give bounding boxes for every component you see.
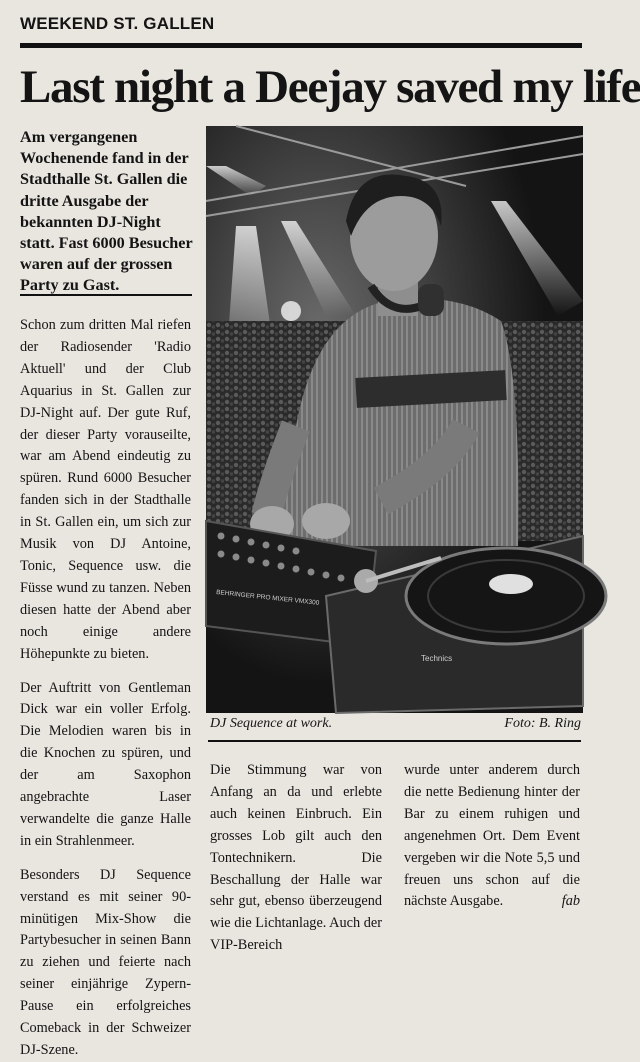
lead-divider	[20, 294, 192, 296]
article-column-3	[404, 760, 580, 913]
spotlight	[281, 301, 301, 321]
body-paragraph: Besonders DJ Sequence verstand es mit seiner 90-minütigen Mix-Show die Partybesucher in seinen Bann zu ziehen und feierte nach seiner einjährige Zypern-Pause ein erfolgreiches Comeback in der Schweizer DJ-Szene.	[20, 866, 191, 1058]
section-label: WEEKEND ST. GALLEN	[20, 14, 215, 33]
headline: Last night a Deejay saved my life	[20, 61, 640, 113]
photo-caption: DJ Sequence at work.	[210, 716, 333, 731]
lead-paragraph: Am vergangenen Wochenende fand in der Stadthalle St. Gallen die dritte Ausgabe der bekannten DJ-Night statt. Fast 6000 Besucher waren auf der grossen Party zu Gast.	[20, 128, 193, 295]
body-paragraph: Die Stimmung war von Anfang an da und erlebte auch keinen Einbruch. Ein grosses Lob gilt auch den Tontechnikern. Die Beschallung der Halle war sehr gut, ebenso überzeugend wie die Lichtanlage. Auch der VIP-Bereich	[210, 762, 382, 954]
dj-photo	[206, 126, 583, 713]
body-paragraph: Schon zum dritten Mal riefen der Radiosender 'Radio Aktuell' und der Club Aquarius in St. Gallen zur DJ-Night auf. Der gute Ruf, der dieser Party vorauseilte, war am Abend eindeutig zu spüren. Rund 6000 Besucher fanden sich in der Stadthalle in St. Gallen ein, um sich zur Musik von DJ Antoine, Tonic, Sequence usw. die Füsse wund zu tanzen. Neben diesen hatte der Abend aber noch einige andere Höhepunkte zu bieten.	[20, 317, 191, 662]
photo-credit: Foto: B. Ring	[504, 716, 581, 731]
mixer-label: BEHRINGER PRO MIXER VMX300	[215, 589, 320, 607]
turntable-label: Technics	[421, 654, 453, 663]
body-paragraph	[404, 760, 580, 913]
body-paragraph: Der Auftritt von Gentleman Dick war ein voller Erfolg. Die Melodien waren bis in die Knochen zu spüren, und der am Saxophon angebrachte Laser verwandelte die ganze Halle in ein Strahlenmeer.	[20, 679, 191, 849]
dj-photo-illustration	[206, 126, 583, 713]
author-signature: fab	[561, 893, 580, 910]
article-column-1	[20, 315, 191, 1058]
caption-rule	[208, 740, 581, 742]
top-rule	[20, 43, 582, 48]
article-column-2	[210, 760, 382, 954]
photo-caption-row	[210, 716, 581, 732]
body-text: wurde unter anderem durch die nette Bedienung hinter der Bar zu einem ruhigen und angenehmen Ort. Dem Event vergeben wir die Note 5,5 und freuen uns schon auf die nächste Ausgabe.	[404, 762, 580, 910]
